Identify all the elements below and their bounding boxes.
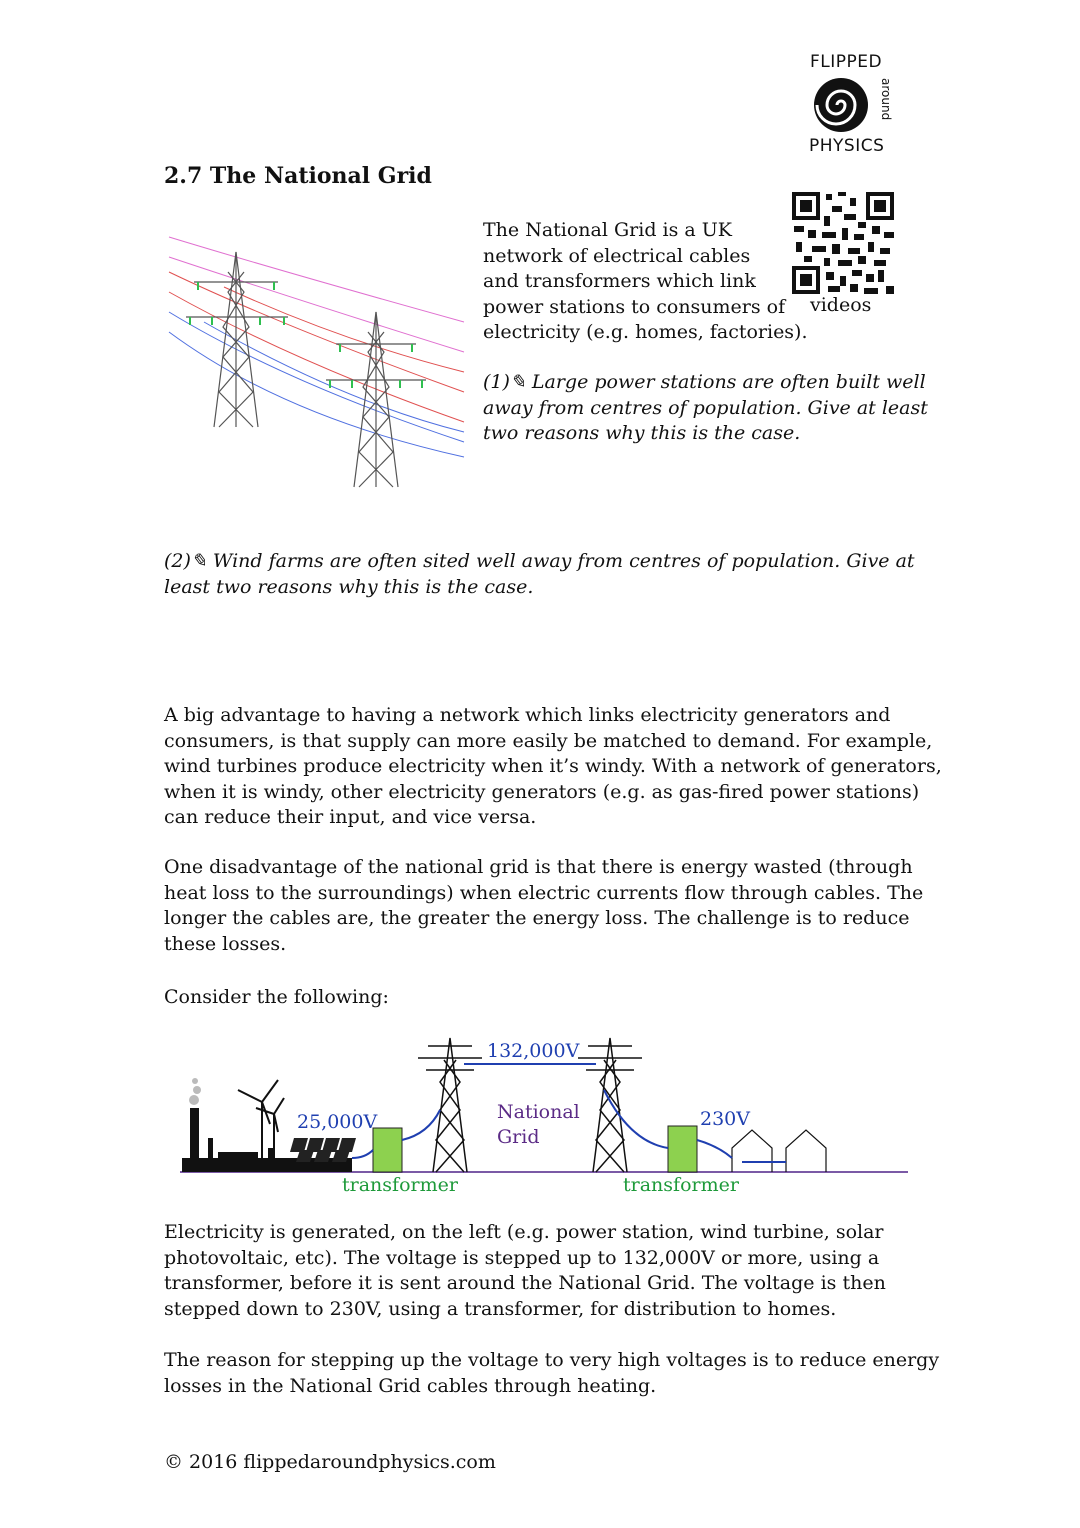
question-1-line: two reasons why this is the case.	[483, 422, 801, 444]
text-line: longer the cables are, the greater the energy loss. The challenge is to reduce	[164, 907, 910, 929]
qr-code-icon[interactable]	[792, 192, 894, 294]
pylon-right-icon	[578, 1038, 642, 1172]
intro-line: The National Grid is a UK	[483, 219, 732, 241]
pylons-illustration	[164, 232, 469, 494]
pylon-left-icon	[418, 1038, 482, 1172]
text-line: consumers, is that supply can more easily be matched to demand. For example,	[164, 729, 933, 752]
question-2-line: least two reasons why this is the case.	[164, 575, 534, 598]
label-132000v: 132,000V	[487, 1040, 580, 1062]
logo-swirl-icon	[810, 76, 872, 134]
label-transformer-1: transformer	[342, 1174, 458, 1196]
text-line: transformer, before it is sent around the National Grid. The voltage is then	[164, 1272, 886, 1294]
text-line: stepped down to 230V, using a transformer, for distribution to homes.	[164, 1297, 837, 1320]
logo-top-text: FLIPPED	[810, 52, 883, 72]
text-line: Electricity is generated, on the left (e.g. power station, wind turbine, solar	[164, 1221, 884, 1243]
text-line: photovoltaic, etc). The voltage is stepped up to 132,000V or more, using a	[164, 1246, 880, 1269]
text-line: losses in the National Grid cables through heating.	[164, 1374, 657, 1397]
label-transformer-2: transformer	[623, 1174, 739, 1196]
paragraph-advantage	[164, 703, 942, 831]
text-line: wind turbines produce electricity when it’s windy. With a network of generators,	[164, 755, 942, 777]
logo-bottom-text: PHYSICS	[809, 136, 885, 156]
intro-line: network of electrical cables	[483, 244, 751, 267]
question-1-line: (1)✎ Large power stations are often built well	[483, 371, 926, 393]
intro-line: electricity (e.g. homes, factories).	[483, 321, 808, 343]
logo-side-text: around	[879, 78, 893, 121]
wind-turbine-icon	[238, 1080, 284, 1158]
paragraph-explanation	[164, 1220, 886, 1322]
intro-paragraph	[483, 218, 808, 346]
label-grid: Grid	[497, 1126, 540, 1148]
question-1-line: away from centres of population. Give at least	[483, 396, 928, 419]
question-2	[164, 549, 915, 600]
question-2-line: (2)✎ Wind farms are often sited well away from centres of population. Give at	[164, 550, 915, 572]
qr-caption: videos	[810, 294, 872, 316]
house-icon	[732, 1130, 826, 1172]
label-national: National	[497, 1101, 580, 1123]
consider-text: Consider the following:	[164, 986, 389, 1008]
text-line: One disadvantage of the national grid is that there is energy wasted (through	[164, 856, 913, 878]
solar-panel-icon	[290, 1138, 356, 1162]
text-line: The reason for stepping up the voltage to very high voltages is to reduce energy	[164, 1349, 940, 1371]
intro-line: power stations to consumers of	[483, 295, 786, 318]
label-230v: 230V	[700, 1108, 750, 1130]
transformer-2-box	[668, 1126, 697, 1172]
text-line: heat loss to the surroundings) when electric currents flow through cables. The	[164, 881, 924, 904]
text-line: A big advantage to having a network which links electricity generators and	[164, 704, 891, 726]
intro-line: and transformers which link	[483, 270, 756, 292]
text-line: when it is windy, other electricity generators (e.g. as gas-fired power stations)	[164, 780, 920, 803]
page-title: 2.7 The National Grid	[164, 163, 432, 189]
text-line: can reduce their input, and vice versa.	[164, 806, 537, 828]
label-25000v: 25,000V	[297, 1111, 378, 1133]
paragraph-reason	[164, 1348, 939, 1399]
text-line: these losses.	[164, 932, 287, 955]
copyright: © 2016 flippedaroundphysics.com	[164, 1451, 496, 1473]
transformer-1-box	[373, 1128, 402, 1172]
question-1	[483, 370, 928, 447]
paragraph-disadvantage	[164, 855, 923, 957]
